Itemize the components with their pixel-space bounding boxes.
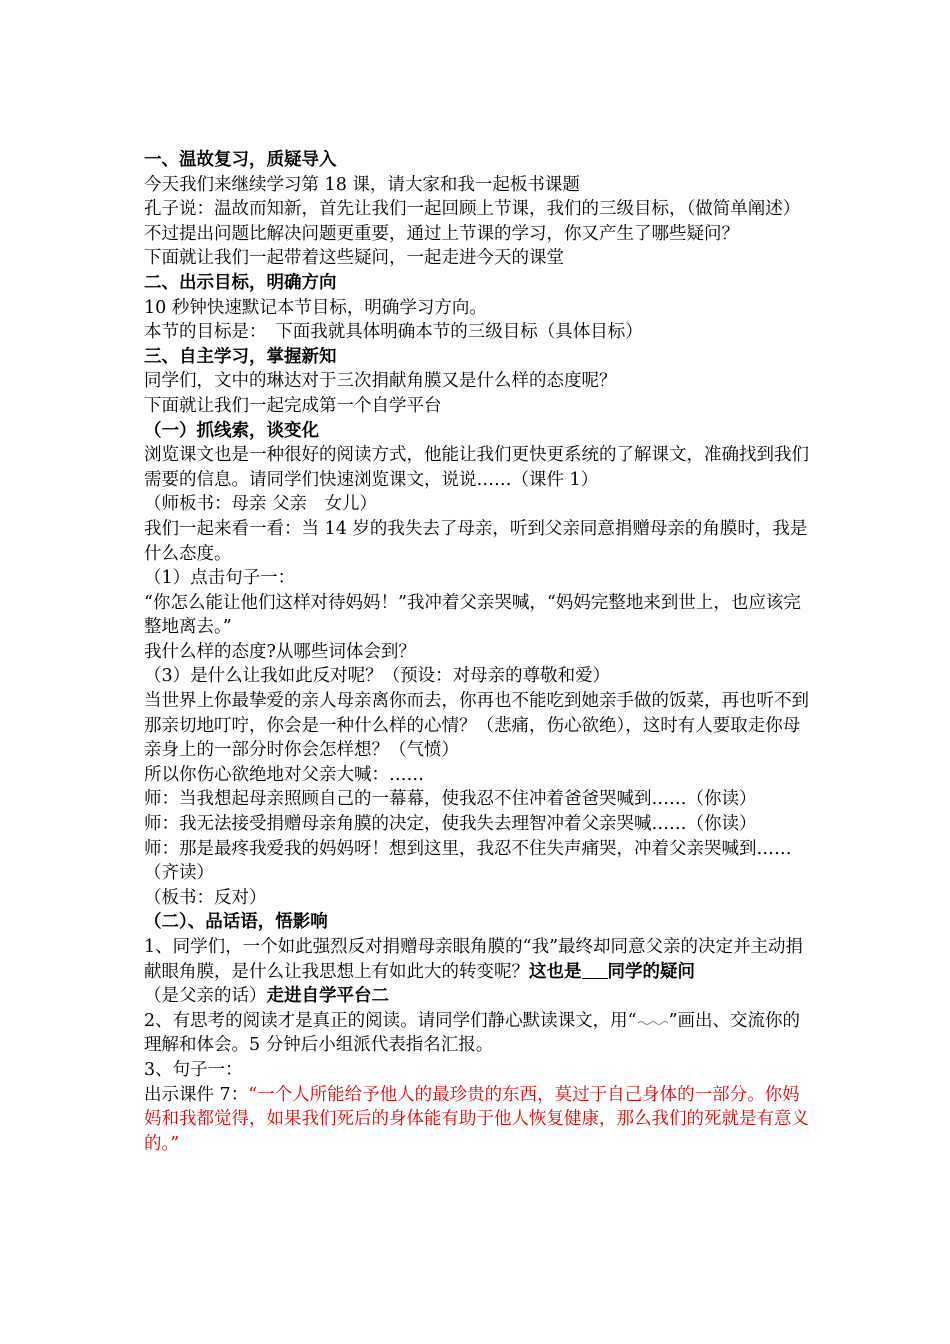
section-3-heading: 三、自主学习，掌握新知 [144,346,337,367]
paragraph: 10 秒钟快速默记本节目标，明确学习方向。 [144,297,487,318]
paragraph-text: 出示课件 7： [144,1084,249,1105]
paragraph: 本节的目标是： 下面我就具体明确本节的三级目标（具体目标） [144,322,643,343]
paragraph: 我什么样的态度?从哪些词体会到？ [144,641,416,662]
red-quote-text: “一个人所能给予他人的最珍贵的东西，莫过于自己身体的一部分。你妈妈和我都觉得，如果我们死后的身体能有助于他人恢复健康，那么我们的死就是有意义的。” [144,1084,809,1154]
paragraph [144,984,814,1009]
paragraph: 下面就让我们一起完成第一个自学平台 [144,395,442,416]
paragraph: 下面就让我们一起带着这些疑问，一起走进今天的课堂 [144,248,564,269]
paragraph [144,1083,814,1157]
document-page [144,148,814,1156]
paragraph: 当世界上你最挚爱的亲人母亲离你而去，你再也不能吃到她亲手做的饭菜，再也听不到那亲切地叮咛，你会是一种什么样的心情？（悲痛，伤心欲绝），这时有人要取走你母亲身上的一部分时你会怎样想？（气愤） [144,691,809,761]
paragraph: 师：我无法接受捐赠母亲角膜的决定，使我失去理智冲着父亲哭喊……（你读） [144,814,757,835]
bold-text: 走进自学平台二 [266,986,389,1007]
paragraph [144,1009,814,1058]
paragraph: 今天我们来继续学习第 18 课，请大家和我一起板书课题 [144,174,580,195]
paragraph: 不过提出问题比解决问题更重要，通过上节课的学习，你又产生了哪些疑问？ [144,223,739,244]
paragraph: （师板书：母亲 父亲 女儿） [144,494,378,515]
section-1-heading: 一、温故复习，质疑导入 [144,150,337,170]
paragraph: 同学们，文中的琳达对于三次捐献角膜又是什么样的态度呢？ [144,371,617,392]
wavy-line-icon [637,1015,669,1027]
paragraph: （板书：反对） [144,887,267,908]
section-2-heading: 二、出示目标，明确方向 [144,272,337,293]
paragraph: 3、句子一： [144,1059,243,1080]
subsection-2-heading: （二）、品话语，悟影响 [144,912,328,933]
paragraph-text: 1、同学们，一个如此强烈反对捐赠母亲眼角膜的“我”最终却同意父亲的决定并主动捐献眼角膜，是什么让我思想上有如此大的转变呢？ [144,937,804,982]
paragraph: 孔子说：温故而知新，首先让我们一起回顾上节课，我们的三级目标，（做简单阐述） [144,199,801,220]
paragraph-text: ”画出、交流你的理解和体会。5 分钟后小组派代表指名汇报。 [144,1010,801,1056]
paragraph: （3）是什么让我如此反对呢？（预设：对母亲的尊敬和爱） [144,666,611,687]
quote-paragraph: “你怎么能让他们这样对待妈妈！”我冲着父亲哭喊，“妈妈完整地来到世上，也应该完整地离去。” [144,592,801,638]
paragraph: 浏览课文也是一种很好的阅读方式，他能让我们更快更系统的了解课文，准确找到我们需要的信息。请同学们快速浏览课文，说说……（课件 1） [144,445,809,490]
paragraph: （1）点击句子一： [144,568,296,589]
paragraph-text: （是父亲的话） [144,986,267,1007]
paragraph [144,935,814,984]
paragraph: 师：那是最疼我爱我的妈妈呀！想到这里，我忍不住失声痛哭，冲着父亲哭喊到……（齐读） [144,838,792,884]
paragraph: 师：当我想起母亲照顾自己的一幕幕，使我忍不住冲着爸爸哭喊到……（你读） [144,789,757,810]
paragraph-text: 2、有思考的阅读才是真正的阅读。请同学们静心默读课文，用“ [144,1010,637,1031]
paragraph: 我们一起来看一看：当 14 岁的我失去了母亲，听到父亲同意捐赠母亲的角膜时，我是什么态度。 [144,518,808,564]
bold-text: 这也是 [529,961,582,982]
subsection-1-heading: （一）抓线索，谈变化 [144,420,319,441]
bold-text: 同学的疑问 [607,961,695,982]
blank-underline [582,960,608,979]
paragraph: 所以你伤心欲绝地对父亲大喊：…… [144,764,424,785]
